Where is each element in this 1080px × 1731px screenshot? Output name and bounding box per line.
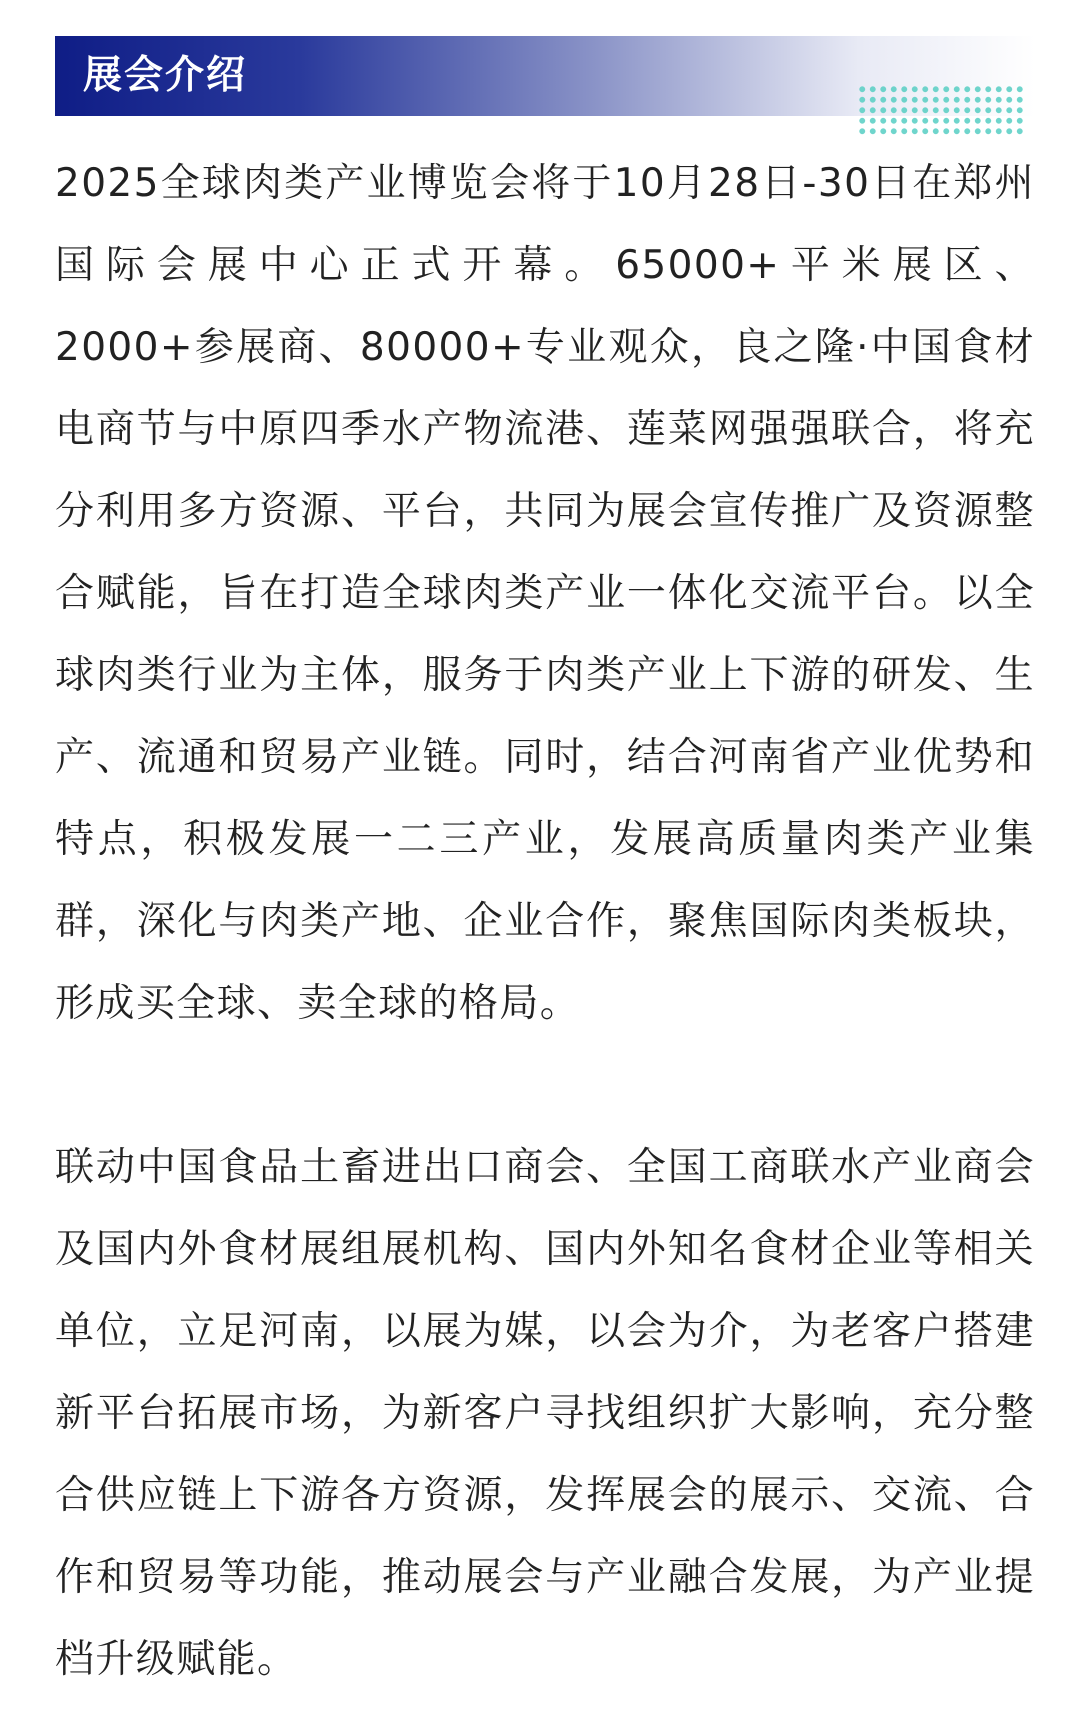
section-title: 展会介绍 <box>83 53 248 98</box>
intro-paragraph-2: 联动中国食品土畜进出口商会、全国工商联水产业商会及国内外食材展组展机构、国内外知名食材企业等相关单位，立足河南，以展为媒，以会为介，为老客户搭建新平台拓展市场，为新客户寻找组织扩大影响，充分整合供应链上下游各方资源，发挥展会的展示、交流、合作和贸易等功能，推动展会与产业融合发展，为产业提档升级赋能。 <box>55 1145 1035 1682</box>
intro-paragraph-1: 2025全球肉类产业博览会将于10月28日-30日在郑州国际会展中心正式开幕。65000+平米展区、2000+参展商、80000+专业观众，良之隆·中国食材电商节与中原四季水产物流港、莲菜网强强联合，将充分利用多方资源、平台，共同为展会宣传推广及资源整合赋能，旨在打造全球肉类产业一体化交流平台。以全球肉类行业为主体，服务于肉类产业上下游的研发、生产、流通和贸易产业链。同时，结合河南省产业优势和特点，积极发展一二三产业，发展高质量肉类产业集群，深化与肉类产地、企业合作，聚焦国际肉类板块，形成买全球、卖全球的格局。 <box>55 161 1035 1026</box>
dot-pattern-decoration <box>857 84 1023 136</box>
